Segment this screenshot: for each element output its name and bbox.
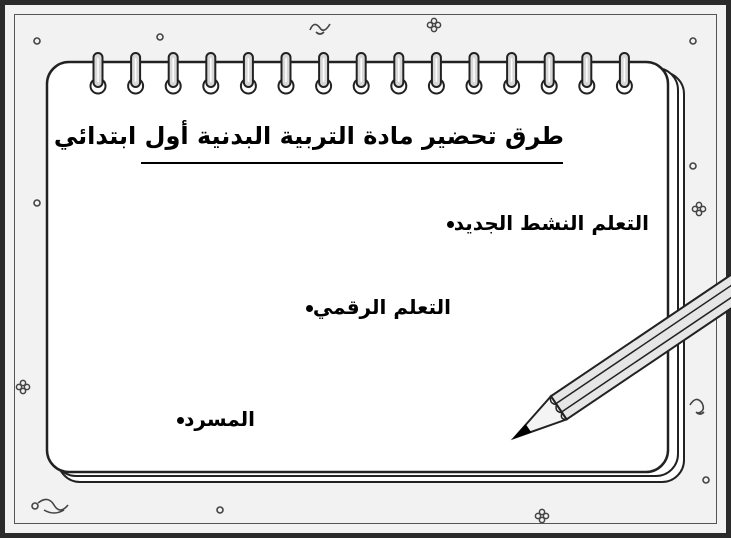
page-title: طرق تحضير مادة التربية البدنية أول ابتدائي — [53, 122, 564, 150]
dot-doodle-icon — [34, 38, 40, 44]
swirl-doodle-icon — [38, 499, 68, 513]
list-item — [147, 407, 255, 431]
dot-doodle-icon — [34, 200, 40, 206]
spiral-rings — [91, 53, 632, 94]
spiral-ring-icon — [166, 53, 181, 94]
flower-doodle-icon — [692, 202, 705, 215]
spiral-ring-icon — [91, 53, 106, 94]
spiral-ring-icon — [467, 53, 482, 94]
spiral-ring-icon — [241, 53, 256, 94]
dot-doodle-icon — [157, 34, 163, 40]
spiral-ring-icon — [316, 53, 331, 94]
swirl-doodle-icon — [310, 24, 330, 34]
flower-doodle-icon — [535, 509, 548, 522]
list-item-label: التعلم النشط الجديد — [453, 211, 649, 235]
spiral-ring-icon — [579, 53, 594, 94]
spiral-ring-icon — [617, 53, 632, 94]
spiral-ring-icon — [354, 53, 369, 94]
bullet-icon — [447, 221, 454, 228]
flower-doodle-icon — [427, 18, 440, 31]
spiral-ring-icon — [429, 53, 444, 94]
spiral-ring-icon — [128, 53, 143, 94]
list-item-label: التعلم الرقمي — [312, 295, 451, 319]
spiral-ring-icon — [279, 53, 294, 94]
spiral-ring-icon — [542, 53, 557, 94]
spiral-ring-icon — [504, 53, 519, 94]
spiral-ring-icon — [203, 53, 218, 94]
flower-doodle-icon — [16, 380, 29, 393]
dot-doodle-icon — [690, 163, 696, 169]
list-item — [417, 211, 649, 235]
list-item — [276, 295, 451, 319]
swirl-doodle-icon — [690, 399, 704, 414]
dot-doodle-icon — [217, 507, 223, 513]
bullet-icon — [306, 305, 313, 312]
dot-doodle-icon — [690, 38, 696, 44]
dot-doodle-icon — [32, 503, 38, 509]
list-item-label: المسرد — [184, 407, 255, 431]
dot-doodle-icon — [703, 477, 709, 483]
spiral-ring-icon — [391, 53, 406, 94]
